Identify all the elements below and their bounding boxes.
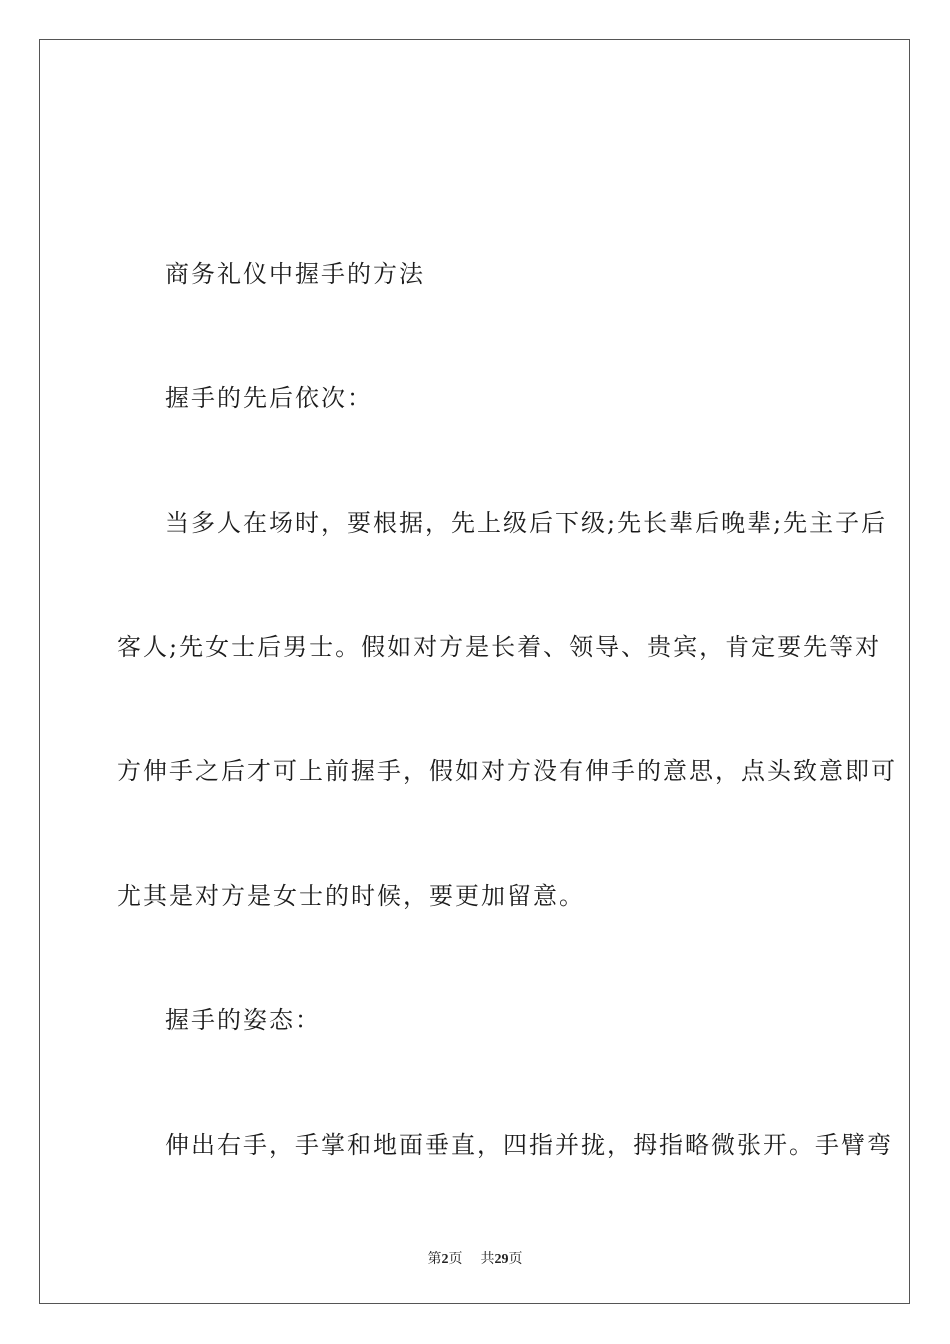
section-heading-handshake-order: 握手的先后依次：: [165, 384, 373, 412]
footer-total-prefix: 共: [480, 1252, 495, 1267]
page-footer: [0, 1248, 950, 1268]
paragraph-line: 方伸手之后才可上前握手，假如对方没有伸手的意思，点头致意即可: [117, 757, 897, 785]
footer-total-suffix: 页: [508, 1252, 523, 1267]
footer-page-number: 2: [441, 1252, 449, 1267]
document-title: 商务礼仪中握手的方法: [165, 260, 425, 288]
paragraph-line: 尤其是对方是女士的时候，要更加留意。: [117, 882, 585, 910]
footer-page-suffix: 页: [448, 1252, 463, 1267]
paragraph-line: 客人;先女士后男士。假如对方是长着、领导、贵宾，肯定要先等对: [117, 633, 882, 661]
footer-total-pages: 29: [494, 1252, 509, 1267]
page-border: [39, 39, 910, 1304]
paragraph-line: 伸出右手，手掌和地面垂直，四指并拢，拇指略微张开。手臂弯: [165, 1131, 893, 1159]
section-heading-handshake-posture: 握手的姿态：: [165, 1006, 321, 1034]
paragraph-line: 当多人在场时，要根据，先上级后下级;先长辈后晚辈;先主子后: [165, 509, 888, 537]
footer-page-prefix: 第: [427, 1252, 442, 1267]
